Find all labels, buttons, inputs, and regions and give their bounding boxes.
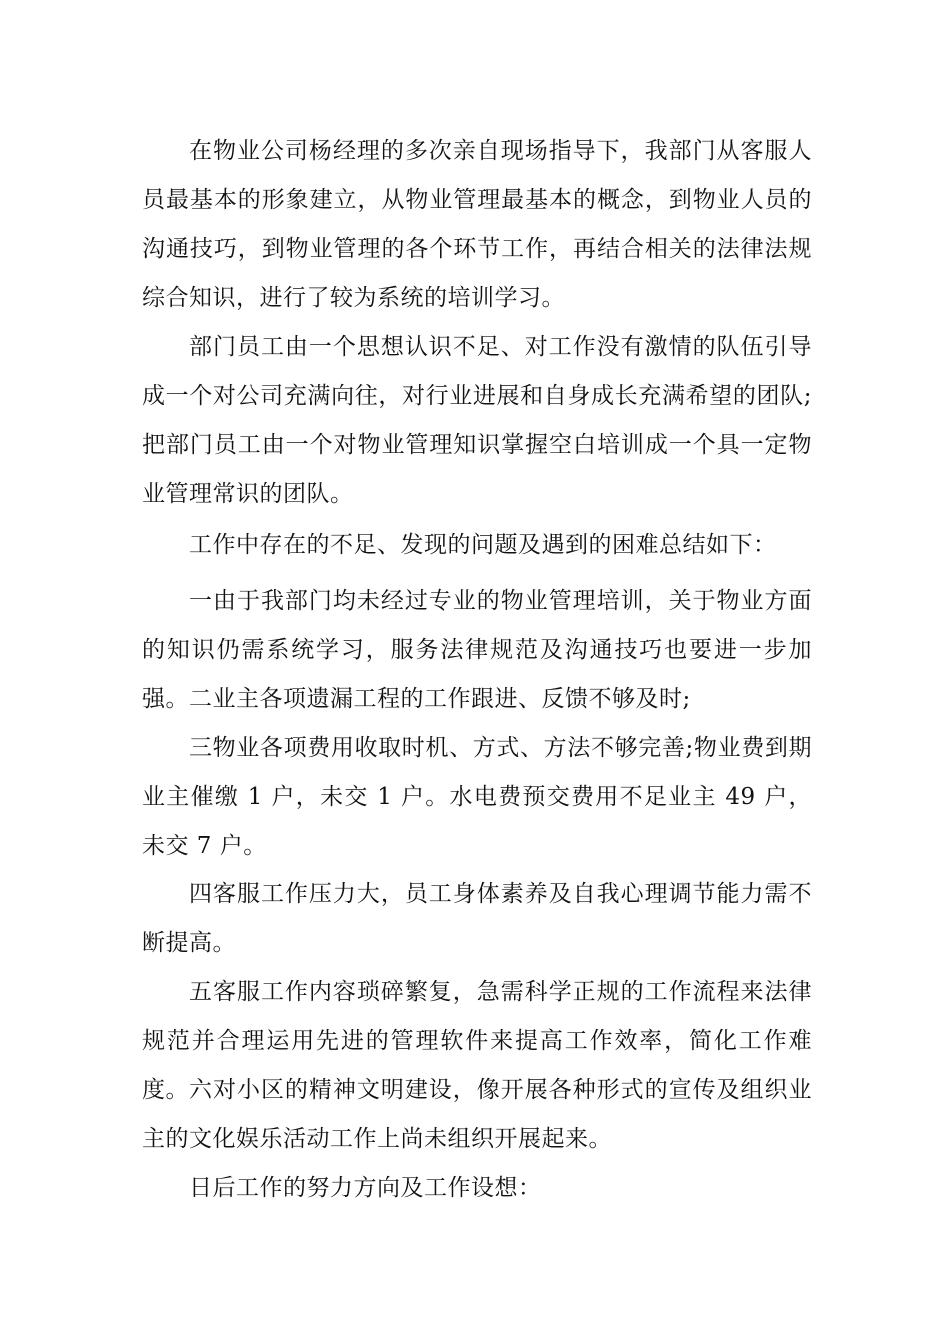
paragraph-issue-two: 二业主各项遗漏工程的工作跟进、反馈不够及时; — [189, 686, 691, 712]
paragraph-issue-six: 六对小区的精神文明建设，像开展各种形式的宣传及组织业主的文化娱乐活动工作上尚未组织开展起来。 — [142, 1077, 812, 1152]
paragraph-issue-five: 五客服工作内容琐碎繁复，急需科学正规的工作流程来法律规范并合理运用先进的管理软件来提高工作效率，简化工作难度。 — [142, 979, 812, 1103]
paragraph-issue-four: 四客服工作压力大，员工身体素养及自我心理调节能力需不断提高。 — [142, 881, 812, 956]
paragraph-team-growth: 部门员工由一个思想认识不足、对工作没有激情的队伍引导成一个对公司充满向往，对行业进展和自身成长充满希望的团队;把部门员工由一个对物业管理知识掌握空白培训成一个具一定物业管理常识的团队。 — [142, 334, 812, 507]
paragraph-issues-heading: 工作中存在的不足、发现的问题及遇到的困难总结如下： — [189, 532, 777, 558]
paragraph-training-summary: 在物业公司杨经理的多次亲自现场指导下，我部门从客服人员最基本的形象建立，从物业管理最基本的概念，到物业人员的沟通技巧，到物业管理的各个环节工作，再结合相关的法律法规综合知识，进行了较为系统的培训学习。 — [142, 138, 812, 311]
paragraph-issue-one: 一由于我部门均未经过专业的物业管理培训，关于物业方面的知识仍需系统学习，服务法律规范及沟通技巧也要进一步加强。 — [142, 588, 812, 712]
paragraph-issue-three: 三物业各项费用收取时机、方式、方法不够完善;物业费到期业主催缴 1 户，未交 1 户。水电费预交费用不足业主 49 户，未交 7 户。 — [142, 735, 812, 859]
paragraph-future-direction: 日后工作的努力方向及工作设想： — [189, 1175, 542, 1201]
